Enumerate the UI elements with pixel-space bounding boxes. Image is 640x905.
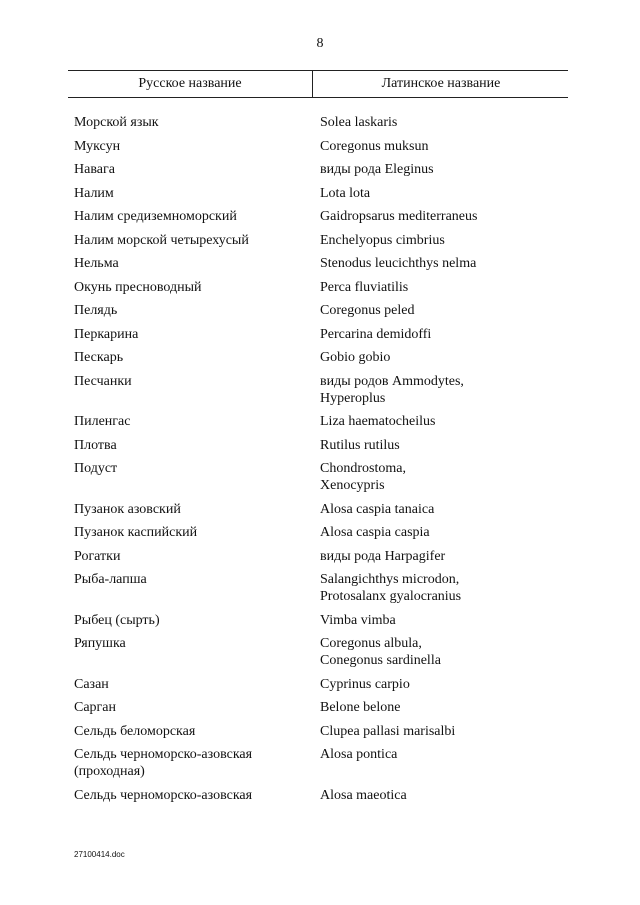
russian-name: Рыба-лапша (74, 572, 147, 587)
latin-name: Percarina demidoffi (320, 326, 432, 342)
russian-name: Пиленгас (74, 414, 131, 429)
russian-name: Песчанки (74, 373, 132, 389)
table-row (74, 746, 574, 780)
table-row (74, 699, 574, 716)
latin-name: Alosa pontica (320, 747, 398, 762)
table-row (74, 787, 574, 804)
table-row (74, 413, 574, 430)
russian-name: Налим морской четырехусый (74, 232, 249, 248)
russian-name: Сазан (74, 676, 109, 692)
latin-name: Rutilus rutilus (320, 437, 400, 453)
russian-name: Пелядь (74, 303, 118, 318)
table-row (74, 161, 574, 178)
table-row (74, 460, 574, 494)
russian-name: Сельдь черноморско-азовская (проходная) (74, 747, 253, 779)
latin-name: Coregonus peled (320, 303, 415, 318)
table-row (74, 255, 574, 272)
russian-name: Рогатки (74, 548, 121, 564)
latin-name: Liza haematocheilus (320, 414, 436, 429)
latin-name: Lota lota (320, 185, 371, 201)
russian-name: Пузанок азовский (74, 501, 181, 517)
document-code: 27100414.doc (74, 850, 125, 859)
latin-name: Stenodus leucichthys nelma (320, 256, 477, 271)
table-row (74, 373, 574, 407)
page-number: 8 (316, 36, 324, 51)
table-row (74, 326, 574, 343)
latin-name: Clupea pallasi marisalbi (320, 723, 456, 739)
latin-name: виды рода Eleginus (320, 162, 434, 177)
russian-name: Муксун (74, 138, 121, 154)
column-header-latin: Латинское название (381, 76, 501, 91)
table-row (74, 185, 574, 202)
russian-name: Морской язык (74, 115, 159, 130)
russian-name: Нельма (74, 256, 119, 271)
russian-name: Налим средиземноморский (74, 209, 237, 224)
table-row (74, 114, 574, 131)
table-row (74, 302, 574, 319)
russian-name: Перкарина (74, 326, 139, 342)
russian-name: Пузанок каспийский (74, 525, 198, 540)
latin-name: Cyprinus carpio (320, 676, 410, 692)
latin-name: Salangichthys microdon, Protosalanx gyalocranius (320, 572, 462, 604)
russian-name: Сельдь беломорская (74, 723, 196, 739)
latin-name: Alosa caspia caspia (320, 525, 430, 540)
latin-name: Solea laskaris (320, 115, 398, 130)
latin-name: Perca fluviatilis (320, 279, 409, 295)
russian-name: Рыбец (сырть) (74, 612, 160, 628)
table-header (68, 70, 568, 98)
russian-name: Сельдь черноморско-азовская (74, 787, 253, 803)
latin-name: Alosa caspia tanaica (320, 501, 435, 517)
russian-name: Плотва (74, 437, 117, 453)
column-divider (312, 71, 313, 97)
table-row (74, 524, 574, 541)
column-header-russian: Русское название (138, 76, 242, 91)
table-row (74, 571, 574, 605)
latin-name: виды родов Ammodytes, Hyperoplus (320, 373, 464, 406)
russian-name: Ряпушка (74, 636, 126, 651)
table-row (74, 501, 574, 518)
table-row (74, 723, 574, 740)
table-row (74, 279, 574, 296)
latin-name: Chondrostoma, Xenocypris (320, 461, 406, 493)
table-row (74, 232, 574, 249)
russian-name: Окунь пресноводный (74, 279, 202, 295)
latin-name: Vimba vimba (320, 612, 396, 628)
russian-name: Пескарь (74, 350, 124, 365)
latin-name: Enchelyopus cimbrius (320, 232, 445, 248)
russian-name: Навага (74, 162, 115, 177)
russian-name: Сарган (74, 700, 116, 715)
table-row (74, 612, 574, 629)
table-row (74, 548, 574, 565)
latin-name: Gaidropsarus mediterraneus (320, 209, 478, 224)
table-row (74, 635, 574, 669)
table-row (74, 138, 574, 155)
russian-name: Подуст (74, 461, 118, 476)
species-table-body (74, 114, 574, 810)
table-row (74, 676, 574, 693)
latin-name: Coregonus muksun (320, 138, 429, 154)
russian-name: Налим (74, 185, 114, 201)
latin-name: Belone belone (320, 700, 401, 715)
table-row (74, 349, 574, 366)
latin-name: Alosa maeotica (320, 787, 407, 803)
latin-name: виды рода Harpagifer (320, 548, 446, 564)
table-row (74, 437, 574, 454)
table-row (74, 208, 574, 225)
latin-name: Gobio gobio (320, 350, 391, 365)
latin-name: Coregonus albula, Conegonus sardinella (320, 636, 441, 668)
